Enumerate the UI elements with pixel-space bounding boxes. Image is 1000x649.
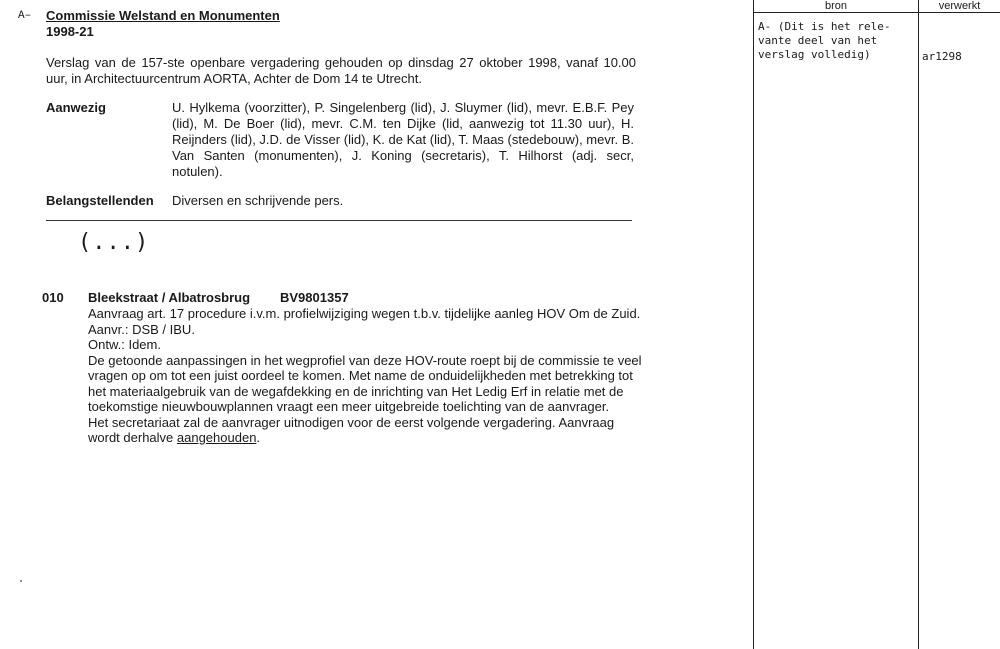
- section-divider: [46, 220, 632, 221]
- margin-mark: A–: [18, 10, 32, 22]
- interested-text: Diversen en schrijvende pers.: [172, 193, 344, 208]
- bron-column-header: bron: [824, 0, 848, 12]
- item-decision: [88, 415, 648, 446]
- sidebar-border-left: [753, 0, 754, 649]
- sidebar-header-rule: [753, 12, 1000, 13]
- scan-speck: [20, 580, 22, 582]
- item-designer: Ontw.: Idem.: [88, 337, 161, 352]
- interested-label: Belangstellenden: [46, 193, 154, 208]
- item-number: 010: [42, 290, 64, 305]
- document-year: 1998-21: [46, 24, 94, 39]
- item-applicant: Aanvr.: DSB / IBU.: [88, 321, 195, 337]
- present-label: Aanwezig: [46, 100, 106, 115]
- item-body: [88, 306, 648, 446]
- verwerkt-column-header: verwerkt: [938, 0, 981, 12]
- present-list: U. Hylkema (voorzitter), P. Singelenberg (lid), J. Sluymer (lid), mevr. E.B.F. Pey (lid), M. De Boer (lid), mevr. C.M. ten Dijke (lid, aanwezig tot 11.30 uur), H. Reijnders (lid), J.D. de Visser (lid), K. de Kat (lid), T. Maas (stedebouw), mevr. B. Van Santen (monumenten), J. Koning (secretaris), T. Hilhorst (adj. secr, notulen).: [172, 100, 634, 179]
- item-decision-status: aangehouden: [176, 430, 257, 445]
- omission-mark: (...): [78, 230, 150, 255]
- item-assessment: De getoonde aanpassingen in het wegprofiel van deze HOV-route roept bij de commissie te veel vragen op om tot een juist oordeel te komen. Met name de onduidelijkheden met betrekking tot het materiaalgebruik van de wegafdekking en de inrichting van Het Ledig Erf in relatie met de toekomstige nieuwbouwplannen vraagt een meer uitgebreide toelichting van de aanvrager.: [88, 352, 642, 414]
- intro-paragraph: Verslag van de 157-ste openbare vergadering gehouden op dinsdag 27 oktober 1998, vanaf 10.00 uur, in Architectuurcentrum AORTA, Achter de Dom 14 te Utrecht.: [46, 55, 636, 86]
- sidebar-border-middle: [918, 0, 919, 649]
- item-request: Aanvraag art. 17 procedure i.v.m. profielwijziging wegen t.b.v. tijdelijke aanleg HOV Om de Zuid.: [88, 306, 641, 321]
- verwerkt-value: ar1298: [922, 50, 962, 63]
- item-decision-text: Het secretariaat zal de aanvrager uitnodigen voor de eerst volgende vergadering. Aanvraag wordt derhalve: [88, 414, 615, 445]
- item-decision-end: .: [256, 430, 261, 445]
- bron-note: A- (Dit is het rele- vante deel van het verslag volledig): [758, 20, 891, 61]
- item-title: Bleekstraat / Albatrosbrug: [88, 290, 251, 305]
- item-code: BV9801357: [280, 290, 349, 305]
- document-title: Commissie Welstand en Monumenten: [46, 8, 280, 23]
